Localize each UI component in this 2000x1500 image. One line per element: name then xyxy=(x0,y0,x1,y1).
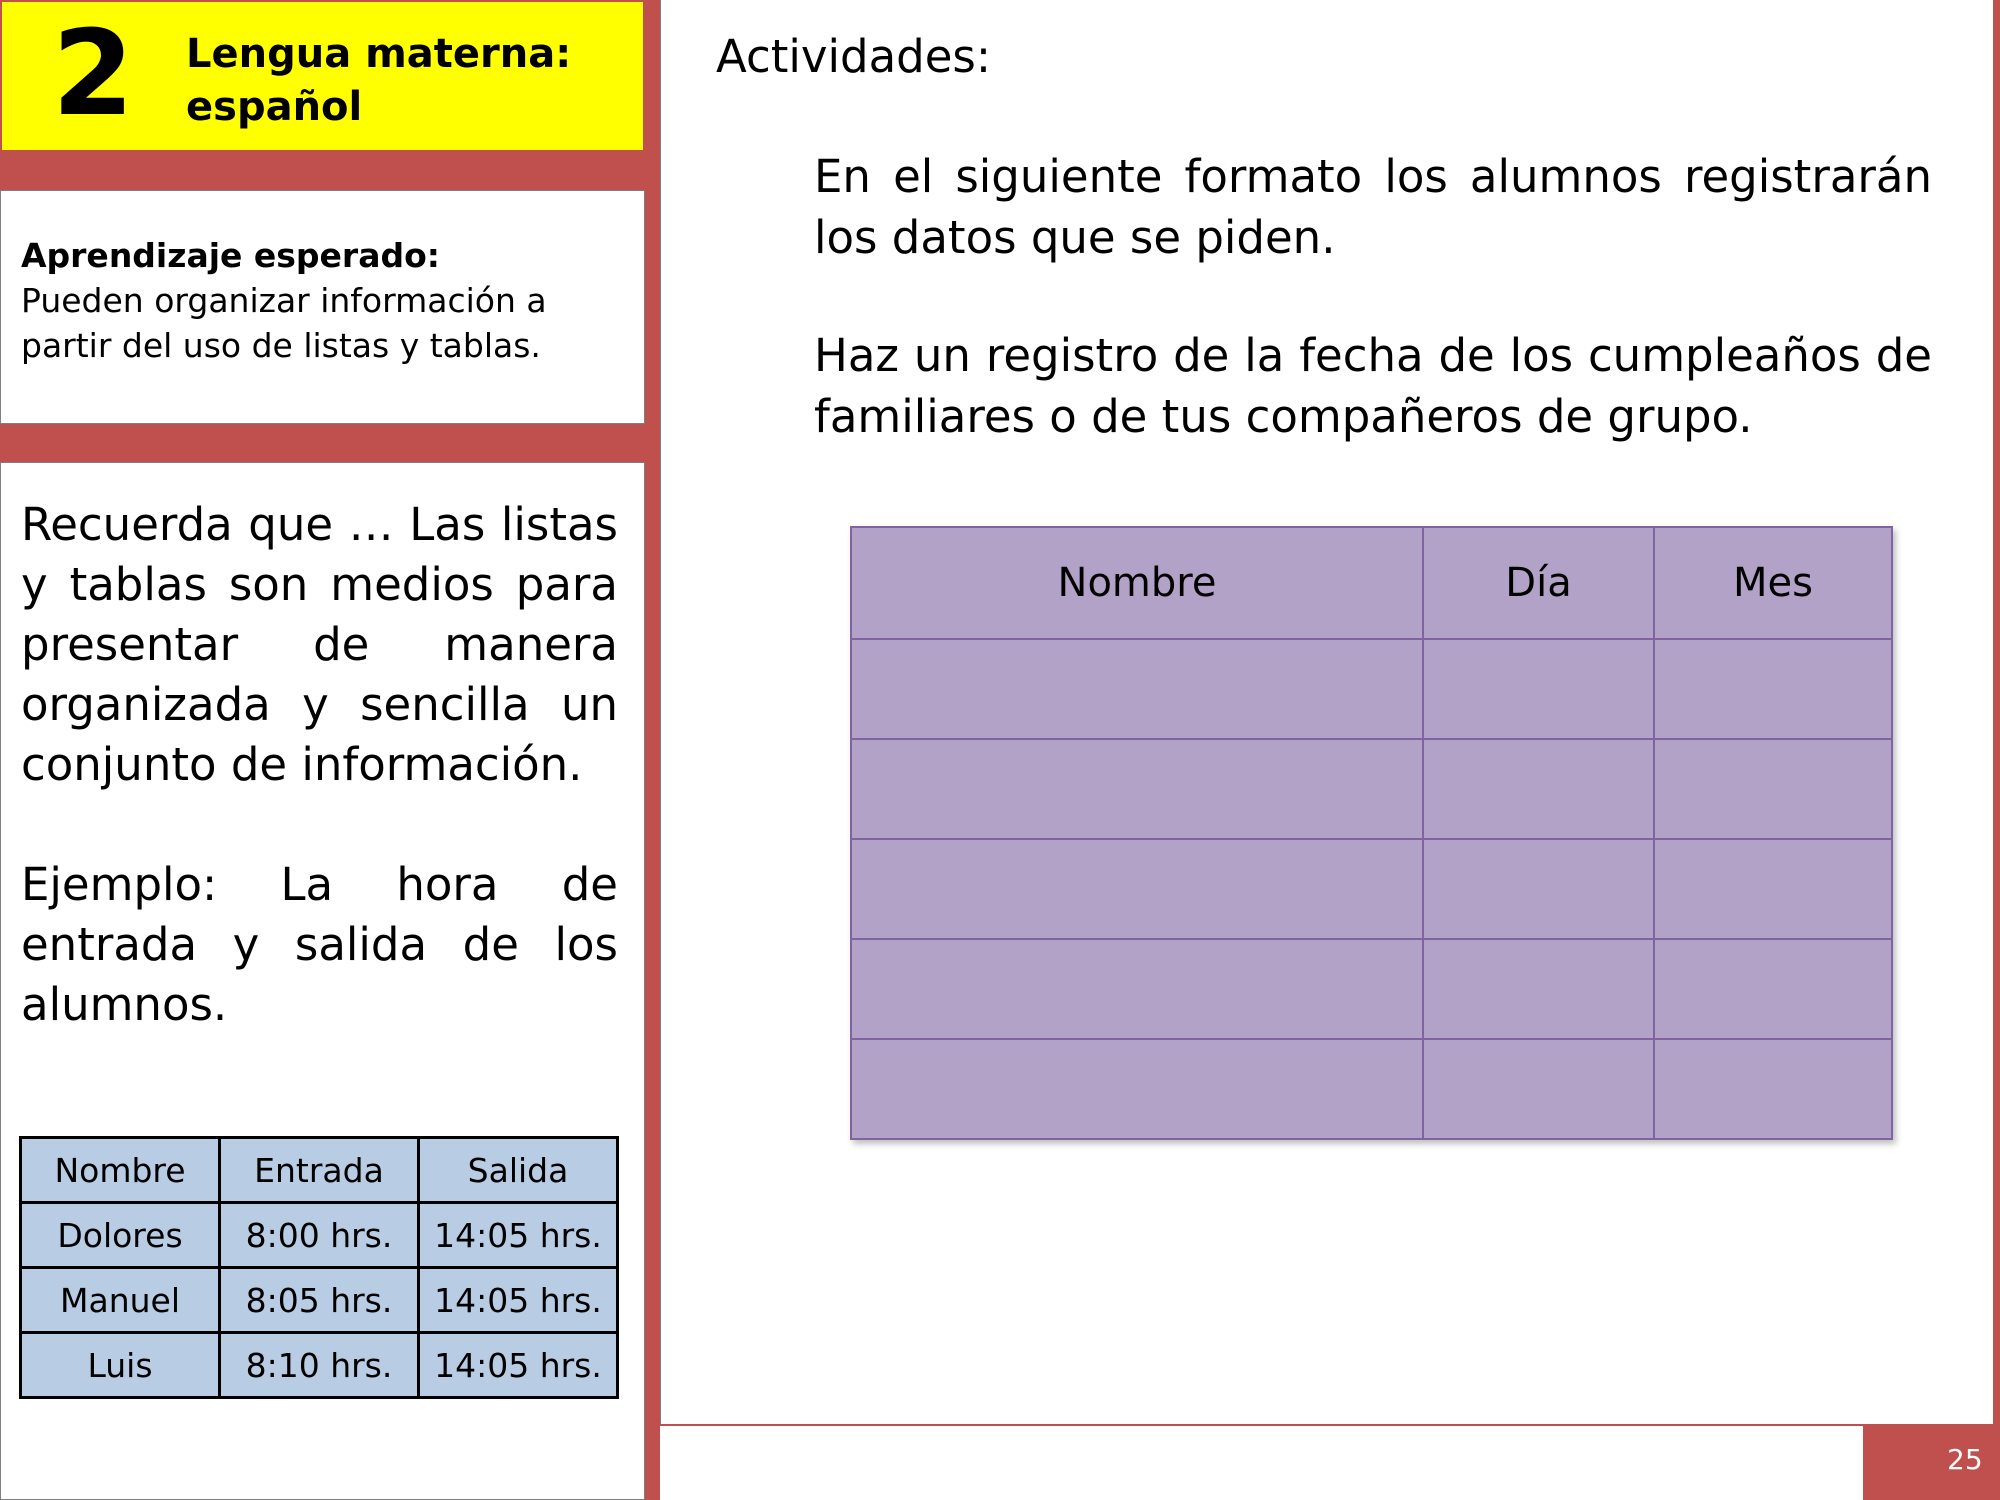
register-header-cell: Nombre xyxy=(851,527,1423,639)
register-empty-cell[interactable] xyxy=(1654,1039,1892,1139)
lesson-header xyxy=(0,0,645,152)
example-cell: 14:05 hrs. xyxy=(419,1268,618,1333)
expected-learning-line-1: Pueden organizar información a xyxy=(21,281,547,320)
birthday-register-table xyxy=(850,526,1893,1140)
register-empty-cell[interactable] xyxy=(1423,839,1654,939)
example-header-cell: Salida xyxy=(419,1138,618,1203)
example-cell: Manuel xyxy=(21,1268,220,1333)
register-empty-cell[interactable] xyxy=(851,739,1423,839)
example-cell: 14:05 hrs. xyxy=(419,1333,618,1398)
example-table-row xyxy=(21,1268,618,1333)
example-header-cell: Entrada xyxy=(220,1138,419,1203)
example-table-row xyxy=(21,1333,618,1398)
footer-bar xyxy=(660,1426,1863,1500)
register-empty-cell[interactable] xyxy=(851,1039,1423,1139)
example-table-row xyxy=(21,1203,618,1268)
example-header-cell: Nombre xyxy=(21,1138,220,1203)
register-header-cell: Día xyxy=(1423,527,1654,639)
expected-learning-box xyxy=(0,190,645,424)
example-cell: 8:00 hrs. xyxy=(220,1203,419,1268)
expected-learning-title: Aprendizaje esperado: xyxy=(21,236,440,275)
register-empty-cell[interactable] xyxy=(1654,739,1892,839)
subject-line-2: español xyxy=(186,84,363,130)
instruction-format: En el siguiente formato los alumnos registrarán los datos que se piden. xyxy=(814,150,1932,264)
page-number: 25 xyxy=(1947,1443,1983,1476)
register-empty-cell[interactable] xyxy=(1423,739,1654,839)
register-empty-cell[interactable] xyxy=(1423,939,1654,1039)
register-empty-cell[interactable] xyxy=(851,639,1423,739)
register-empty-cell[interactable] xyxy=(851,839,1423,939)
reminder-paragraph: Recuerda que … Las listas y tablas son medios para presentar de manera organizada y sencilla un conjunto de información. xyxy=(21,498,618,791)
register-empty-cell[interactable] xyxy=(851,939,1423,1039)
activities-title: Actividades: xyxy=(716,30,992,83)
reminder-box xyxy=(0,462,645,1500)
instruction-birthdays: Haz un registro de la fecha de los cumpleaños de familiares o de tus compañeros de grupo. xyxy=(814,329,1932,443)
register-empty-row xyxy=(851,1039,1892,1139)
register-header-row xyxy=(851,527,1892,639)
register-empty-cell[interactable] xyxy=(1654,939,1892,1039)
example-cell: Dolores xyxy=(21,1203,220,1268)
register-empty-cell[interactable] xyxy=(1423,1039,1654,1139)
register-empty-cell[interactable] xyxy=(1654,639,1892,739)
example-cell: 8:05 hrs. xyxy=(220,1268,419,1333)
expected-learning-text xyxy=(21,278,644,368)
expected-learning-line-2: partir del uso de listas y tablas. xyxy=(21,326,541,365)
register-empty-row xyxy=(851,839,1892,939)
lesson-subject xyxy=(186,28,571,134)
register-header-cell: Mes xyxy=(1654,527,1892,639)
example-paragraph: Ejemplo: La hora de entrada y salida de los alumnos. xyxy=(21,858,618,1031)
example-cell: Luis xyxy=(21,1333,220,1398)
example-cell: 8:10 hrs. xyxy=(220,1333,419,1398)
register-empty-row xyxy=(851,939,1892,1039)
example-table-header-row xyxy=(21,1138,618,1203)
register-empty-cell[interactable] xyxy=(1654,839,1892,939)
example-table xyxy=(19,1136,619,1399)
activities-panel xyxy=(660,0,1993,1424)
example-cell: 14:05 hrs. xyxy=(419,1203,618,1268)
register-empty-row xyxy=(851,739,1892,839)
register-empty-cell[interactable] xyxy=(1423,639,1654,739)
register-empty-row xyxy=(851,639,1892,739)
subject-line-1: Lengua materna: xyxy=(186,31,572,77)
lesson-number: 2 xyxy=(52,4,135,142)
